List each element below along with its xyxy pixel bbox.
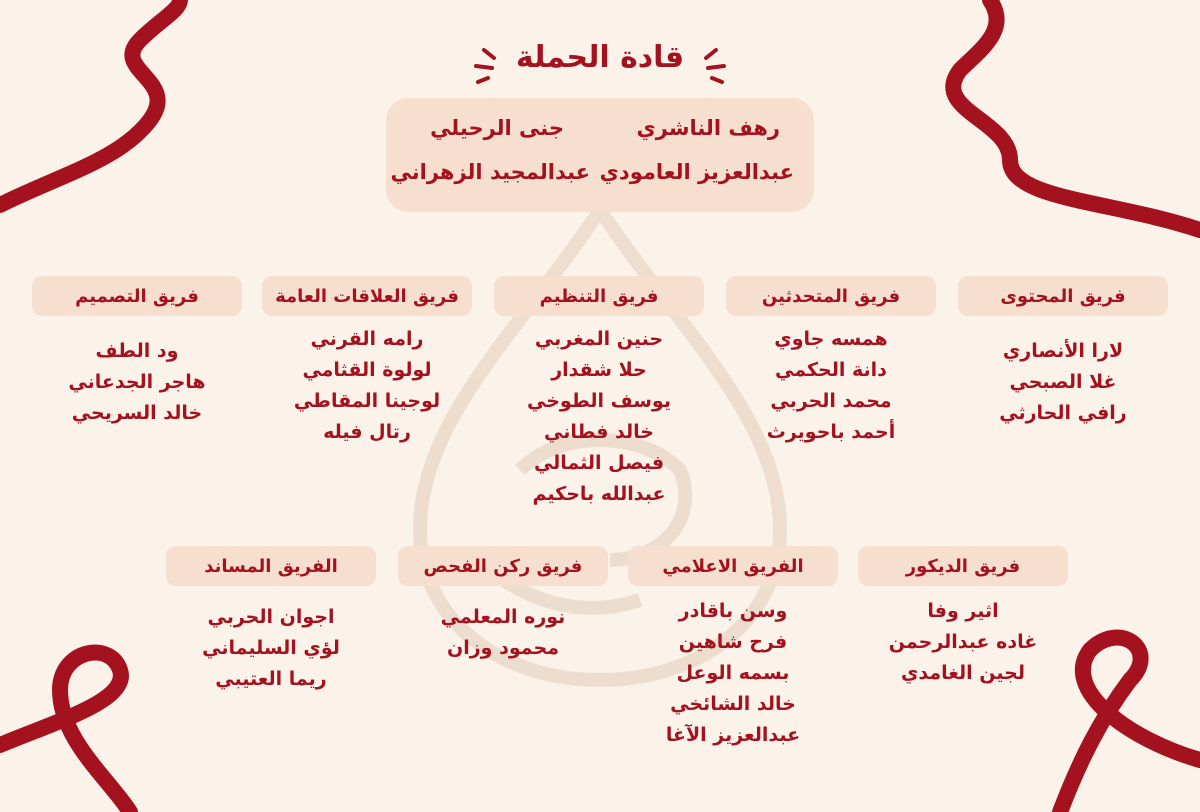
team-members-media	[618, 596, 848, 751]
title-wrapper	[0, 40, 1200, 75]
member-name: رتال فيله	[323, 421, 411, 443]
team-header-public-relations: فريق العلاقات العامة	[262, 276, 472, 316]
member-name: نوره المعلمي	[440, 606, 566, 628]
member-name: رامه القرني	[310, 328, 424, 350]
member-name: غاده عبدالرحمن	[888, 631, 1038, 653]
member-name: بسمه الوعل	[676, 662, 790, 684]
member-name: لؤي السليماني	[202, 637, 340, 659]
member-name: يوسف الطوخي	[527, 390, 671, 412]
team-members-screening	[388, 602, 618, 664]
team-header-support: الفريق المساند	[166, 546, 376, 586]
member-name: هاجر الجدعاني	[68, 371, 206, 393]
leader-name: جنى الرحيلي	[430, 116, 564, 140]
member-name: خالد السريحي	[71, 402, 203, 424]
team-header-design: فريق التصميم	[32, 276, 242, 316]
member-name: محمد الحربي	[770, 390, 892, 412]
leader-name: رهف الناشري	[636, 116, 780, 140]
team-members-speakers	[716, 324, 946, 448]
member-name: دانة الحكمي	[775, 359, 887, 381]
member-name: فرح شاهين	[678, 631, 788, 653]
member-name: رافي الحارثي	[999, 402, 1127, 424]
member-name: محمود وزان	[447, 637, 559, 659]
team-members-organization	[484, 324, 714, 510]
team-header-decor: فريق الديكور	[858, 546, 1068, 586]
leaders-panel	[386, 98, 814, 212]
team-members-decor	[848, 596, 1078, 689]
ribbon-bottom-right	[1060, 638, 1200, 812]
ribbon-bottom-left	[0, 653, 130, 812]
page-title: قادة الحملة	[515, 40, 685, 75]
member-name: لولوة القثامي	[302, 359, 432, 381]
team-header-media: الفريق الاعلامي	[628, 546, 838, 586]
team-header-organization: فريق التنظيم	[494, 276, 704, 316]
member-name: حلا شقدار	[551, 359, 647, 381]
member-name: اثير وفا	[927, 600, 999, 622]
team-members-support	[156, 602, 386, 695]
member-name: عبدالله باحكيم	[532, 483, 666, 505]
ribbon-top-right	[953, 0, 1200, 230]
leader-name: عبدالعزيز العامودي	[599, 160, 794, 184]
member-name: لجين الغامدي	[901, 662, 1025, 684]
member-name: لارا الأنصاري	[1002, 340, 1124, 362]
ribbon-top-left	[0, 0, 180, 205]
team-members-public-relations	[252, 324, 482, 448]
member-name: خالد فطاني	[544, 421, 654, 443]
team-header-content: فريق المحتوى	[958, 276, 1168, 316]
member-name: وسن باقادر	[678, 600, 788, 622]
leader-name: عبدالمجيد الزهراني	[390, 160, 590, 184]
member-name: فيصل الثمالي	[533, 452, 665, 474]
team-header-screening: فريق ركن الفحص	[398, 546, 608, 586]
member-name: أحمد باحويرث	[766, 421, 896, 443]
team-members-design	[22, 336, 252, 429]
member-name: خالد الشائخي	[670, 693, 796, 715]
member-name: ريما العتيبي	[215, 668, 327, 690]
team-members-content	[948, 336, 1178, 429]
member-name: غلا الصبحي	[1009, 371, 1117, 393]
team-header-speakers: فريق المتحدثين	[726, 276, 936, 316]
member-name: ود الطف	[95, 340, 179, 362]
member-name: عبدالعزيز الآغا	[665, 724, 801, 746]
member-name: لوجينا المقاطي	[293, 390, 441, 412]
member-name: اجوان الحربي	[207, 606, 335, 628]
member-name: همسه جاوي	[774, 328, 888, 350]
member-name: حنين المغربي	[534, 328, 664, 350]
